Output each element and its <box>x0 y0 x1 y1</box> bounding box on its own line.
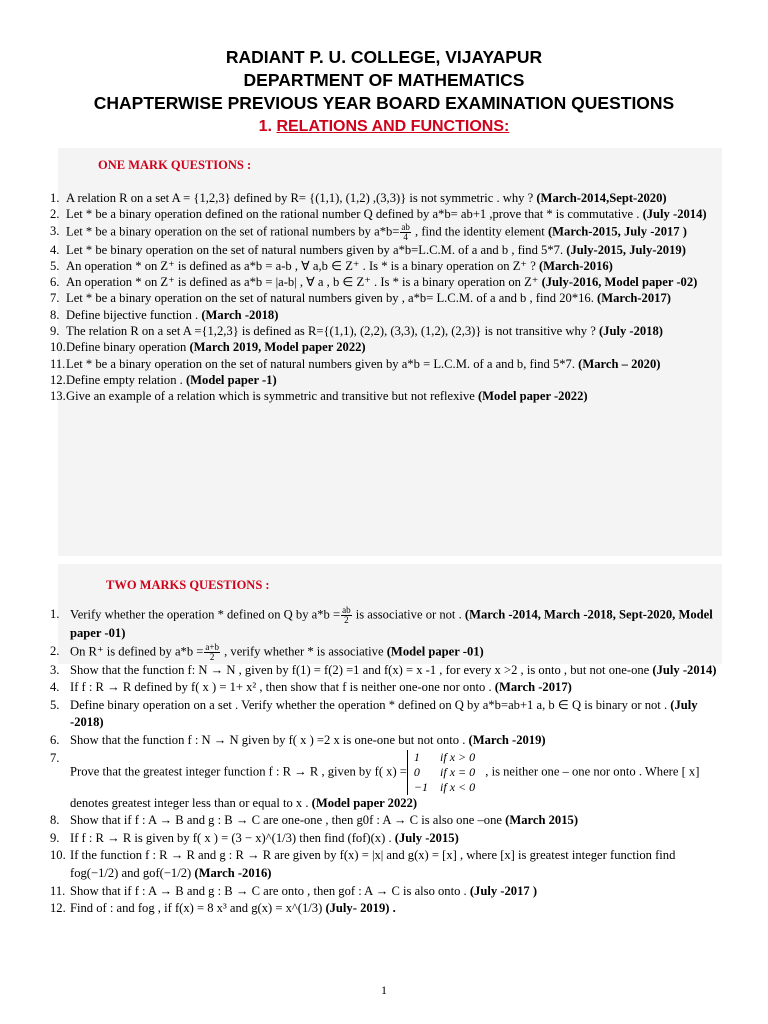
question-number: 7. <box>50 750 60 765</box>
piecewise-cell: if x > 0 <box>440 749 476 764</box>
fraction <box>341 606 352 625</box>
two-mark-question-7 <box>50 750 720 813</box>
question-number: 6. <box>50 732 60 747</box>
exam-reference: (March 2019, Model paper 2022) <box>189 340 366 355</box>
two-mark-question-1 <box>50 606 720 643</box>
question-text: Let * be a binary operation on the set of natural numbers given by a*b = L.C.M. of a and b, find 5*7. <box>66 356 579 371</box>
fraction-denominator: 2 <box>344 615 349 625</box>
question-number: 1. <box>50 607 60 621</box>
question-text: Show that the function f : N → N given by f( x ) =2 x is one-one but not onto . <box>70 732 469 747</box>
question-text: Find of : and fog , if f(x) = 8 x³ and g(x) = x^(1/3) <box>70 901 326 916</box>
question-text: Define binary operation on a set . Verify whether the operation * defined on Q by a*b=ab+1 a, b ∈ Q is binary or not . <box>70 697 671 712</box>
question-number: 9. <box>50 324 60 339</box>
question-text: is associative or not . <box>352 607 465 622</box>
question-text: Let * be a binary operation defined on the rational number Q defined by a*b= ab+1 ,prove that * is commutative . <box>66 207 643 222</box>
exam-reference: (July -2014) <box>652 662 717 677</box>
two-mark-question-6 <box>50 732 720 750</box>
two-mark-question-3 <box>50 662 720 680</box>
question-number: 12. <box>50 901 66 916</box>
exam-reference: (Model paper -1) <box>185 372 277 387</box>
one-mark-question-8 <box>50 307 720 323</box>
exam-reference: (July -2018) <box>598 324 663 339</box>
piecewise-cell: −1 <box>413 779 429 794</box>
chapter-title: RELATIONS AND FUNCTIONS: <box>276 118 510 135</box>
exam-reference: (July -2014) <box>642 207 707 222</box>
exam-reference: (July -2015) <box>394 830 459 845</box>
question-text: Show that if f : A → B and g : B → C are one-one , then g0f : A → C is also one –one <box>70 813 506 828</box>
fraction-denominator: 2 <box>209 651 215 662</box>
question-number: 3. <box>50 662 60 677</box>
question-text: Let * be a binary operation on the set of natural numbers given by , a*b= L.C.M. of a and b , find 20*16. <box>66 291 598 306</box>
one-mark-question-3 <box>50 223 720 242</box>
fraction-numerator: ab <box>401 221 410 232</box>
exam-reference: (March -2016) <box>194 865 272 880</box>
two-mark-section-title: TWO MARKS QUESTIONS : <box>106 578 270 592</box>
question-number: 6. <box>50 275 60 290</box>
page-number: 1 <box>381 983 387 997</box>
one-mark-question-7 <box>50 290 720 306</box>
exam-reference: (Model paper -01) <box>386 643 484 658</box>
fraction-denominator: 4 <box>403 231 408 242</box>
one-mark-question-10 <box>50 339 720 355</box>
question-text: Define binary operation <box>66 340 190 355</box>
exam-reference: (March -2019) <box>468 732 546 747</box>
document-subtitle: CHAPTERWISE PREVIOUS YEAR BOARD EXAMINATION QUESTIONS <box>93 93 675 113</box>
exam-reference: (March-2017) <box>597 291 671 306</box>
fraction-numerator: ab <box>342 605 351 615</box>
piecewise-table <box>407 750 482 795</box>
question-number: 3. <box>50 223 60 238</box>
exam-reference: (March – 2020) <box>578 356 661 371</box>
chapter-number: 1. <box>258 118 272 135</box>
question-text: Let * be binary operation on the set of natural numbers given by a*b=L.C.M. of a and b , find 5*7. <box>66 242 567 257</box>
two-mark-question-5 <box>50 697 720 732</box>
one-mark-question-9 <box>50 323 720 339</box>
two-mark-question-2 <box>50 643 720 662</box>
piecewise-cell: 1 <box>413 749 420 764</box>
question-text: Give an example of a relation which is symmetric and transitive but not reflexive <box>66 389 478 404</box>
question-text: On R⁺ is defined by a*b = <box>70 643 204 658</box>
question-text: Define bijective function . <box>66 307 202 322</box>
one-mark-question-2 <box>50 206 720 222</box>
one-mark-question-5 <box>50 258 720 274</box>
question-text: If the function f : R → R and g : R → R are given by f(x) = |x| and g(x) = [x] , where [x] is greatest integer function find fog(−1/2) and gof(−1/2) <box>70 848 676 880</box>
one-mark-question-11 <box>50 356 720 372</box>
two-mark-question-4 <box>50 679 720 697</box>
question-number: 5. <box>50 258 60 273</box>
exam-reference: (March -2014, March -2018, Sept-2020, Model paper -01) <box>70 607 713 640</box>
question-number: 11. <box>50 883 66 898</box>
exam-reference: (March-2014,Sept-2020) <box>536 191 667 205</box>
question-number: 8. <box>50 307 60 322</box>
exam-reference: (July-2016, Model paper -02) <box>541 275 698 290</box>
two-mark-question-9 <box>50 830 720 848</box>
exam-reference: (March -2017) <box>494 680 572 695</box>
one-mark-section-title: ONE MARK QUESTIONS : <box>98 158 252 172</box>
exam-reference: (July -2017 ) <box>469 883 538 898</box>
question-number: 10. <box>50 848 66 863</box>
piecewise-row <box>407 765 481 780</box>
fraction-numerator: a+b <box>205 641 219 652</box>
one-mark-question-13 <box>50 388 720 404</box>
two-mark-question-12 <box>50 900 720 918</box>
question-number: 4. <box>50 242 60 257</box>
one-mark-question-1 <box>50 190 720 206</box>
question-text: Verify whether the operation * defined on Q by a*b = <box>70 607 341 622</box>
question-text: Show that if f : A → B and g : B → C are onto , then gof : A → C is also onto . <box>70 883 470 898</box>
question-text: If f : R → R defined by f( x ) = 1+ x² , then show that f is neither one-one nor onto . <box>70 680 495 695</box>
question-text: An operation * on Z⁺ is defined as a*b = a-b , ∀ a,b ∈ Z⁺ . Is * is a binary operation on Z⁺ ? <box>66 258 539 273</box>
one-mark-question-list <box>50 190 720 405</box>
question-text: Prove that the greatest integer function f : R → R , given by f( x) = <box>70 763 407 778</box>
document-header <box>0 0 768 115</box>
two-mark-question-11 <box>50 883 720 901</box>
question-number: 2. <box>50 643 60 658</box>
chapter-heading <box>0 116 768 138</box>
two-mark-question-10 <box>50 847 720 882</box>
question-number: 13. <box>50 389 66 404</box>
exam-reference: (March-2015, July -2017 ) <box>547 223 687 238</box>
exam-reference: (March-2016) <box>538 258 613 273</box>
question-number: 2. <box>50 207 60 222</box>
exam-reference: (March 2015) <box>505 813 579 828</box>
one-mark-question-4 <box>50 242 720 258</box>
exam-reference: (July -2018) <box>70 697 698 730</box>
question-text: , verify whether * is associative <box>220 643 387 658</box>
exam-reference: (Model paper 2022) <box>311 795 418 810</box>
question-text: Define empty relation . <box>66 372 186 387</box>
exam-reference: (July-2015, July-2019) <box>566 242 686 257</box>
question-text: The relation R on a set A ={1,2,3} is defined as R={(1,1), (2,2), (3,3), (1,2), (2,3)} is not transitive why ? <box>66 324 599 339</box>
question-text: , find the identity element <box>411 223 548 238</box>
question-number: 5. <box>50 697 60 712</box>
question-text: Let * be a binary operation on the set of rational numbers by a*b= <box>66 223 400 238</box>
piecewise-definition <box>407 750 482 795</box>
question-number: 1. <box>50 191 60 205</box>
question-number: 8. <box>50 813 60 828</box>
exam-reference: (March -2018) <box>201 307 279 322</box>
question-text: , is neither one – one nor onto . Where [ x] denotes greatest integer less than or equal to x . <box>70 763 700 810</box>
question-number: 9. <box>50 830 60 845</box>
piecewise-cell: if x = 0 <box>440 764 476 779</box>
question-text: A relation R on a set A = {1,2,3} defined by R= {(1,1), (1,2) ,(3,3)} is not symmetric . why ? <box>66 191 537 205</box>
piecewise-cell: 0 <box>413 764 420 779</box>
one-mark-question-6 <box>50 274 720 290</box>
piecewise-row <box>407 750 481 765</box>
question-number: 7. <box>50 291 60 306</box>
two-mark-question-8 <box>50 812 720 830</box>
college-name: RADIANT P. U. COLLEGE, VIJAYAPUR <box>225 47 543 67</box>
question-text: An operation * on Z⁺ is defined as a*b = |a-b| , ∀ a , b ∈ Z⁺ . Is * is a binary operation on Z⁺ <box>66 275 542 290</box>
department-name: DEPARTMENT OF MATHEMATICS <box>243 70 525 90</box>
question-number: 12. <box>50 372 66 387</box>
exam-reference: (July- 2019) . <box>325 901 396 916</box>
one-mark-question-12 <box>50 372 720 388</box>
piecewise-cell: if x < 0 <box>440 779 476 794</box>
fraction <box>400 223 411 242</box>
question-number: 10. <box>50 340 66 355</box>
question-text: Show that the function f: N → N , given by f(1) = f(2) =1 and f(x) = x -1 , for every x >2 , is onto , but not one-one <box>70 662 653 677</box>
two-mark-question-list <box>50 606 720 918</box>
question-number: 11. <box>50 356 66 371</box>
question-text: If f : R → R is given by f( x ) = (3 − x)^(1/3) then find (fof)(x) . <box>70 830 395 845</box>
exam-reference: (Model paper -2022) <box>477 389 588 404</box>
fraction <box>204 643 220 662</box>
question-number: 4. <box>50 680 60 695</box>
piecewise-row <box>407 780 481 795</box>
